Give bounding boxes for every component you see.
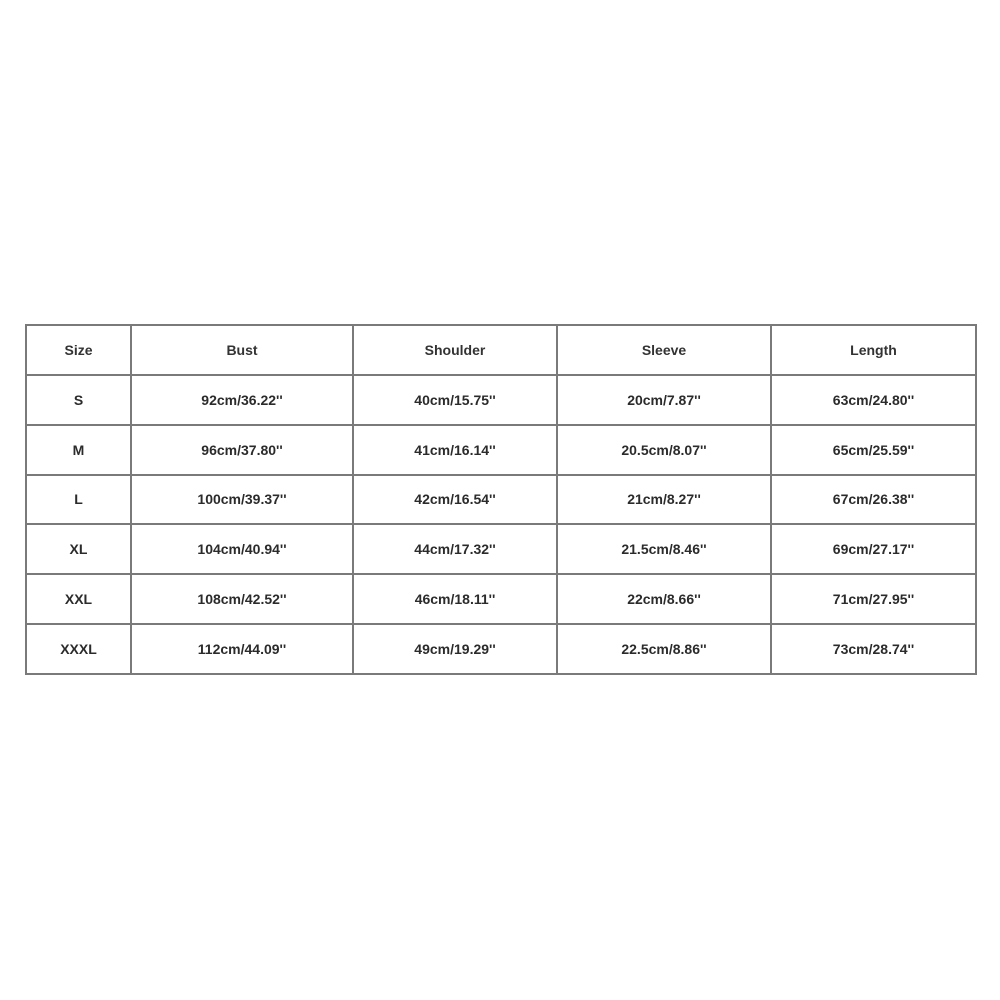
cell-shoulder: 40cm/15.75'': [353, 375, 557, 425]
header-size: Size: [26, 325, 131, 375]
cell-length: 71cm/27.95'': [771, 574, 976, 624]
table-row: [26, 425, 976, 475]
cell-size: XXL: [26, 574, 131, 624]
header-bust: Bust: [131, 325, 353, 375]
cell-length: 73cm/28.74'': [771, 624, 976, 674]
table-row: [26, 574, 976, 624]
cell-size: XL: [26, 524, 131, 574]
cell-sleeve: 21cm/8.27'': [557, 475, 771, 525]
cell-length: 63cm/24.80'': [771, 375, 976, 425]
table-row: [26, 375, 976, 425]
cell-bust: 96cm/37.80'': [131, 425, 353, 475]
cell-sleeve: 22.5cm/8.86'': [557, 624, 771, 674]
header-shoulder: Shoulder: [353, 325, 557, 375]
cell-shoulder: 46cm/18.11'': [353, 574, 557, 624]
cell-sleeve: 22cm/8.66'': [557, 574, 771, 624]
cell-length: 69cm/27.17'': [771, 524, 976, 574]
cell-bust: 112cm/44.09'': [131, 624, 353, 674]
cell-bust: 104cm/40.94'': [131, 524, 353, 574]
table-row: [26, 624, 976, 674]
size-chart-table: [25, 324, 977, 675]
cell-shoulder: 44cm/17.32'': [353, 524, 557, 574]
cell-shoulder: 42cm/16.54'': [353, 475, 557, 525]
cell-sleeve: 20.5cm/8.07'': [557, 425, 771, 475]
table-row: [26, 524, 976, 574]
cell-size: XXXL: [26, 624, 131, 674]
table-row: [26, 475, 976, 525]
cell-size: M: [26, 425, 131, 475]
cell-bust: 92cm/36.22'': [131, 375, 353, 425]
cell-shoulder: 49cm/19.29'': [353, 624, 557, 674]
cell-sleeve: 20cm/7.87'': [557, 375, 771, 425]
table-header-row: [26, 325, 976, 375]
cell-length: 65cm/25.59'': [771, 425, 976, 475]
header-length: Length: [771, 325, 976, 375]
cell-size: S: [26, 375, 131, 425]
cell-size: L: [26, 475, 131, 525]
cell-bust: 100cm/39.37'': [131, 475, 353, 525]
cell-sleeve: 21.5cm/8.46'': [557, 524, 771, 574]
cell-shoulder: 41cm/16.14'': [353, 425, 557, 475]
cell-length: 67cm/26.38'': [771, 475, 976, 525]
cell-bust: 108cm/42.52'': [131, 574, 353, 624]
header-sleeve: Sleeve: [557, 325, 771, 375]
